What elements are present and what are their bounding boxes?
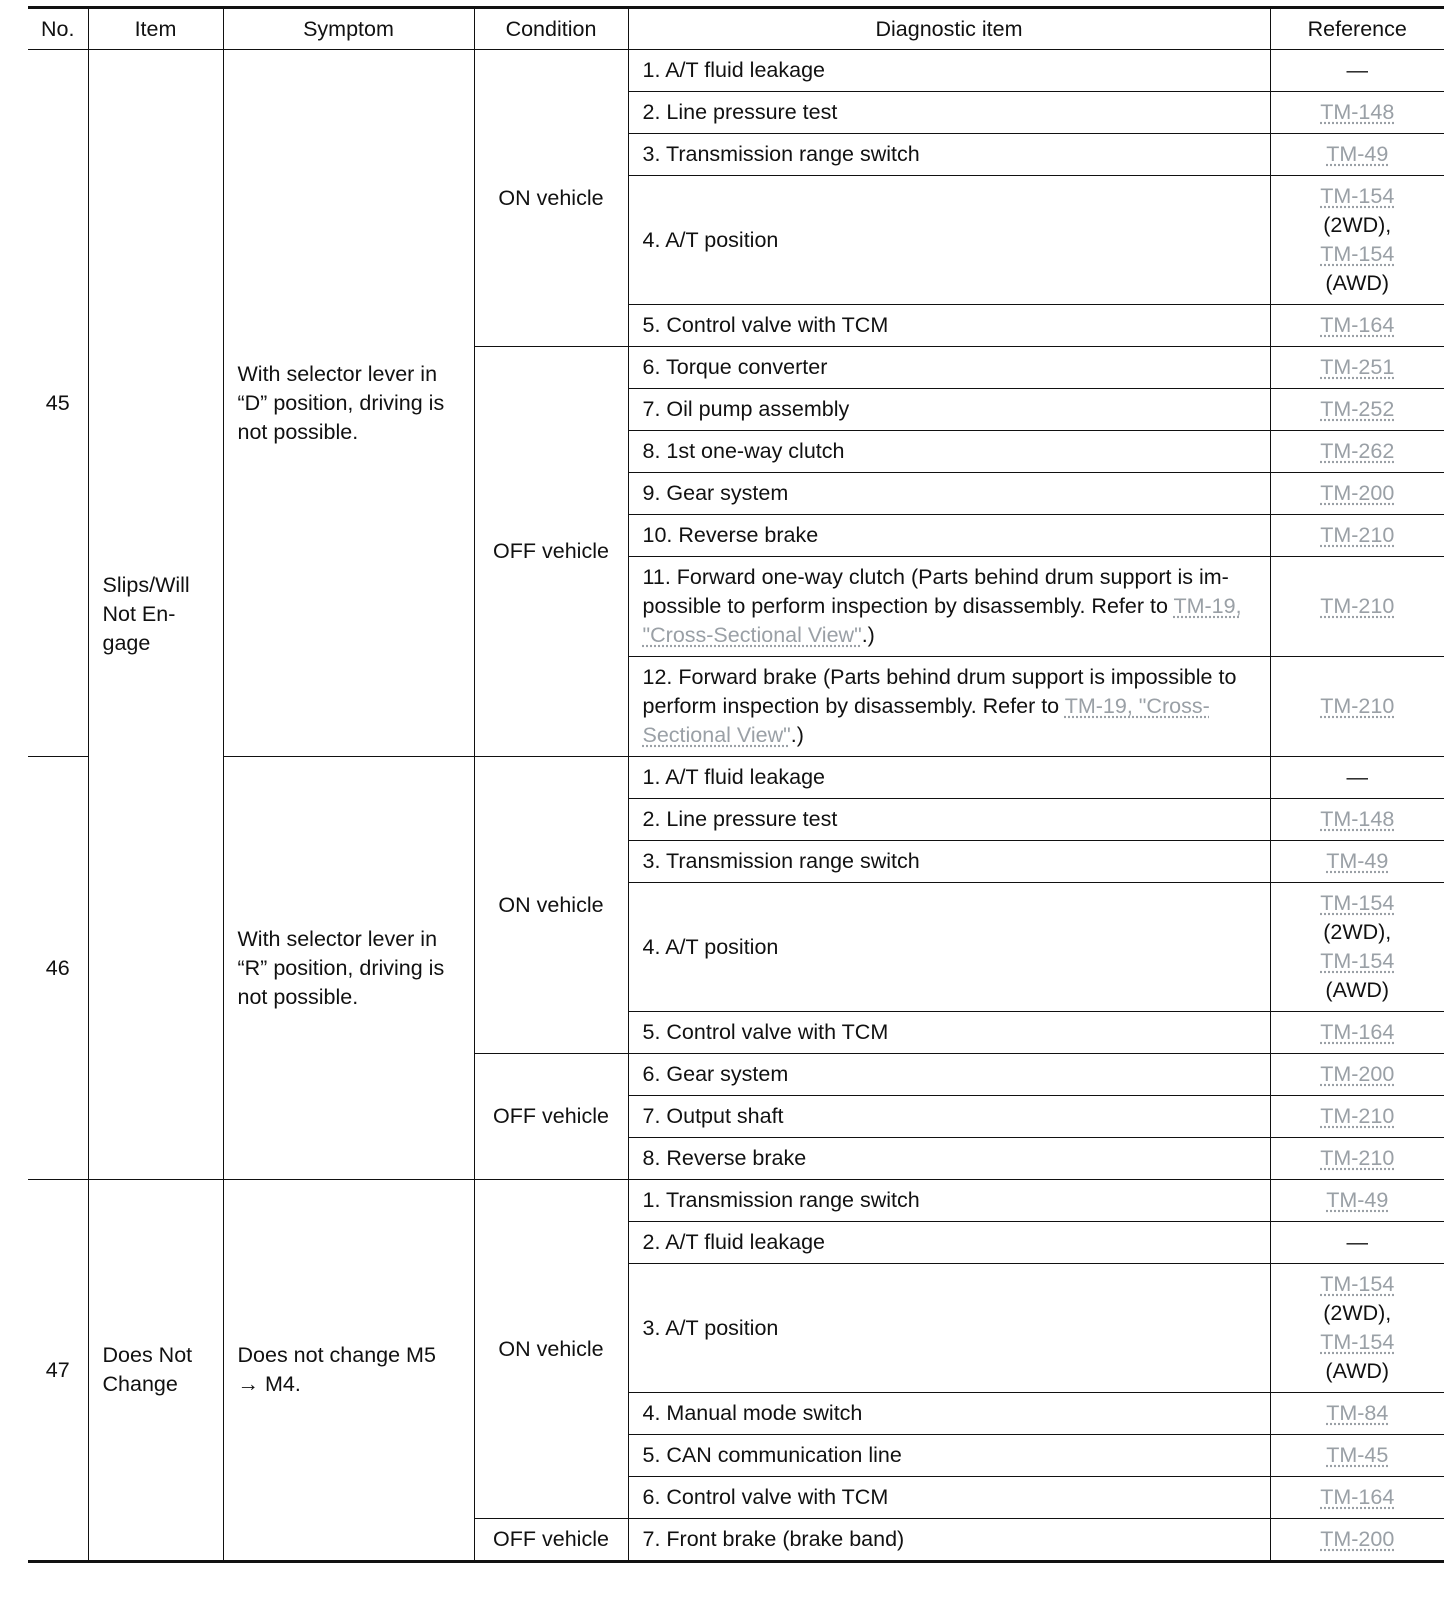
condition-cell: ON vehicle [474, 50, 628, 347]
reference-link[interactable]: TM-164 [1320, 1020, 1395, 1044]
reference-text: — [1346, 1230, 1368, 1254]
reference-cell [1270, 657, 1444, 757]
diagnostic-item [628, 799, 1270, 841]
diagnosis-table [28, 6, 1444, 1563]
reference-text: — [1346, 58, 1368, 82]
reference-link[interactable]: TM-251 [1320, 355, 1395, 379]
diagnostic-item [628, 657, 1270, 757]
reference-cell [1270, 1222, 1444, 1264]
table-row [28, 50, 1444, 92]
reference-link[interactable]: TM-154 [1320, 242, 1395, 266]
reference-cell [1270, 176, 1444, 305]
reference-link[interactable]: TM-49 [1326, 1188, 1389, 1212]
reference-link[interactable]: TM-84 [1326, 1401, 1389, 1425]
diagnostic-text: 5. Control valve with TCM [642, 1020, 889, 1044]
diagnostic-item [628, 515, 1270, 557]
reference-cell [1270, 50, 1444, 92]
diagnostic-text: 9. Gear system [642, 481, 789, 505]
reference-link[interactable]: TM-154 [1320, 891, 1395, 915]
symptom-cell: With selector lever in “R” position, driving is not possible. [223, 757, 474, 1180]
diagnostic-item [628, 1012, 1270, 1054]
reference-link[interactable]: TM-154 [1320, 1272, 1395, 1296]
reference-cell [1270, 757, 1444, 799]
reference-link[interactable]: TM-154 [1320, 1330, 1395, 1354]
reference-cell [1270, 1138, 1444, 1180]
reference-cell [1270, 134, 1444, 176]
reference-cell [1270, 1477, 1444, 1519]
condition-cell: OFF vehicle [474, 347, 628, 757]
reference-link[interactable]: TM-154 [1320, 184, 1395, 208]
reference-text: (2WD), [1323, 1301, 1392, 1325]
diagnostic-text: 1. A/T fluid leakage [642, 58, 825, 82]
reference-link[interactable]: TM-154 [1320, 949, 1395, 973]
header-reference: Reference [1270, 8, 1444, 50]
diagnostic-item [628, 1054, 1270, 1096]
reference-text: — [1346, 765, 1368, 789]
header-row [28, 8, 1444, 50]
reference-link[interactable]: TM-210 [1320, 523, 1395, 547]
condition-cell: ON vehicle [474, 757, 628, 1054]
table-row [28, 757, 1444, 799]
diagnostic-text: 10. Reverse brake [642, 523, 819, 547]
header-item: Item [88, 8, 223, 50]
reference-link[interactable]: TM-200 [1320, 481, 1395, 505]
diagnostic-item [628, 347, 1270, 389]
condition-cell: ON vehicle [474, 1180, 628, 1519]
reference-text: (AWD) [1325, 978, 1390, 1002]
reference-cell [1270, 389, 1444, 431]
row-number: 45 [28, 50, 88, 757]
diagnostic-text: 5. CAN communication line [642, 1443, 902, 1467]
diagnostic-item [628, 841, 1270, 883]
diagnostic-text-tail: .) [790, 723, 804, 747]
diagnostic-item [628, 883, 1270, 1012]
diagnostic-item [628, 1222, 1270, 1264]
diagnostic-text: 6. Control valve with TCM [642, 1485, 889, 1509]
table-row [28, 1180, 1444, 1222]
reference-text: (2WD), [1323, 920, 1392, 944]
diagnostic-item [628, 431, 1270, 473]
diagnostic-item [628, 92, 1270, 134]
diagnostic-item [628, 1264, 1270, 1393]
reference-link[interactable]: TM-49 [1326, 142, 1389, 166]
symptom-cell: Does not change M5 → M4. [223, 1180, 474, 1562]
diagnostic-text: 8. Reverse brake [642, 1146, 807, 1170]
reference-text: (AWD) [1325, 1359, 1390, 1383]
reference-cell [1270, 1054, 1444, 1096]
reference-link[interactable]: TM-164 [1320, 1485, 1395, 1509]
diagnostic-text: 11. Forward one-way clutch (Parts behind drum support is im-possible to perform inspection by disassembly. Refer to [642, 565, 1229, 618]
diagnostic-text: 1. A/T fluid leakage [642, 765, 825, 789]
diagnostic-text: 2. Line pressure test [642, 807, 838, 831]
reference-cell [1270, 883, 1444, 1012]
item-cell: Slips/Will Not En-gage [88, 50, 223, 1180]
diagnostic-item [628, 473, 1270, 515]
diagnostic-item [628, 557, 1270, 657]
reference-link[interactable]: TM-262 [1320, 439, 1395, 463]
reference-cell [1270, 515, 1444, 557]
condition-cell: OFF vehicle [474, 1054, 628, 1180]
diagnostic-item [628, 1519, 1270, 1562]
reference-link[interactable]: TM-200 [1320, 1062, 1395, 1086]
reference-cell [1270, 92, 1444, 134]
reference-text: (2WD), [1323, 213, 1392, 237]
diagnostic-item [628, 1477, 1270, 1519]
reference-link[interactable]: TM-164 [1320, 313, 1395, 337]
diagnostic-text: 4. Manual mode switch [642, 1401, 863, 1425]
diagnostic-text: 6. Gear system [642, 1062, 789, 1086]
diagnostic-item [628, 1435, 1270, 1477]
diagnostic-item [628, 1180, 1270, 1222]
reference-link[interactable]: TM-210 [1320, 694, 1395, 718]
reference-link[interactable]: TM-210 [1320, 1146, 1395, 1170]
diagnostic-text: 4. A/T position [642, 227, 779, 252]
diagnostic-item [628, 1393, 1270, 1435]
reference-link[interactable]: TM-200 [1320, 1527, 1395, 1551]
header-diagnostic-item: Diagnostic item [628, 8, 1270, 50]
reference-cell [1270, 1519, 1444, 1562]
diagnostic-text: 1. Transmission range switch [642, 1188, 920, 1212]
reference-cell [1270, 473, 1444, 515]
diagnostic-text: 2. Line pressure test [642, 100, 838, 124]
reference-link[interactable]: TM-210 [1320, 594, 1395, 618]
symptom-cell: With selector lever in “D” position, driving is not possible. [223, 50, 474, 757]
reference-cell [1270, 1435, 1444, 1477]
reference-link[interactable]: TM-210 [1320, 1104, 1395, 1128]
reference-link[interactable]: TM-148 [1320, 100, 1395, 124]
diagnostic-item [628, 176, 1270, 305]
diagnostic-text: 12. Forward brake (Parts behind drum support is impossible to perform inspection by disassembly. Refer to [642, 665, 1237, 718]
reference-cell [1270, 1393, 1444, 1435]
diagnostic-item [628, 134, 1270, 176]
reference-cell [1270, 1096, 1444, 1138]
reference-text: (AWD) [1325, 271, 1390, 295]
diagnostic-text: 7. Output shaft [642, 1104, 784, 1128]
diagnostic-item [628, 305, 1270, 347]
diagnostic-item [628, 1096, 1270, 1138]
diagnostic-item [628, 757, 1270, 799]
reference-cell [1270, 1264, 1444, 1393]
diagnostic-text: 3. A/T position [642, 1315, 779, 1340]
diagnostic-text: 8. 1st one-way clutch [642, 439, 845, 463]
diagnostic-text-tail: .) [861, 623, 875, 647]
reference-cell [1270, 431, 1444, 473]
cross-reference-link[interactable]: TM-19, "Cross-Sectional View" [642, 694, 1210, 747]
reference-cell [1270, 1180, 1444, 1222]
header-no: No. [28, 8, 88, 50]
reference-link[interactable]: TM-45 [1326, 1443, 1389, 1467]
diagnostic-text: 3. Transmission range switch [642, 849, 920, 873]
reference-link[interactable]: TM-49 [1326, 849, 1389, 873]
diagnostic-text: 6. Torque converter [642, 355, 828, 379]
diagnostic-item [628, 1138, 1270, 1180]
diagnostic-item [628, 389, 1270, 431]
reference-cell [1270, 347, 1444, 389]
diagnostic-text: 5. Control valve with TCM [642, 313, 889, 337]
header-symptom: Symptom [223, 8, 474, 50]
reference-link[interactable]: TM-252 [1320, 397, 1395, 421]
row-number: 46 [28, 757, 88, 1180]
table-body [28, 50, 1444, 1562]
reference-cell [1270, 1012, 1444, 1054]
diagnostic-text: 7. Oil pump assembly [642, 397, 850, 421]
diagnostic-text: 2. A/T fluid leakage [642, 1230, 825, 1254]
item-cell: Does Not Change [88, 1180, 223, 1562]
diagnostic-text: 4. A/T position [642, 934, 779, 959]
cross-reference-link[interactable]: TM-19, "Cross-Sectional View" [642, 594, 1242, 647]
diagnostic-text: 7. Front brake (brake band) [642, 1527, 905, 1551]
reference-link[interactable]: TM-148 [1320, 807, 1395, 831]
condition-cell: OFF vehicle [474, 1519, 628, 1562]
diagnostic-text: 3. Transmission range switch [642, 142, 920, 166]
row-number: 47 [28, 1180, 88, 1562]
header-condition: Condition [474, 8, 628, 50]
reference-cell [1270, 841, 1444, 883]
reference-cell [1270, 799, 1444, 841]
reference-cell [1270, 557, 1444, 657]
diagnostic-item [628, 50, 1270, 92]
reference-cell [1270, 305, 1444, 347]
